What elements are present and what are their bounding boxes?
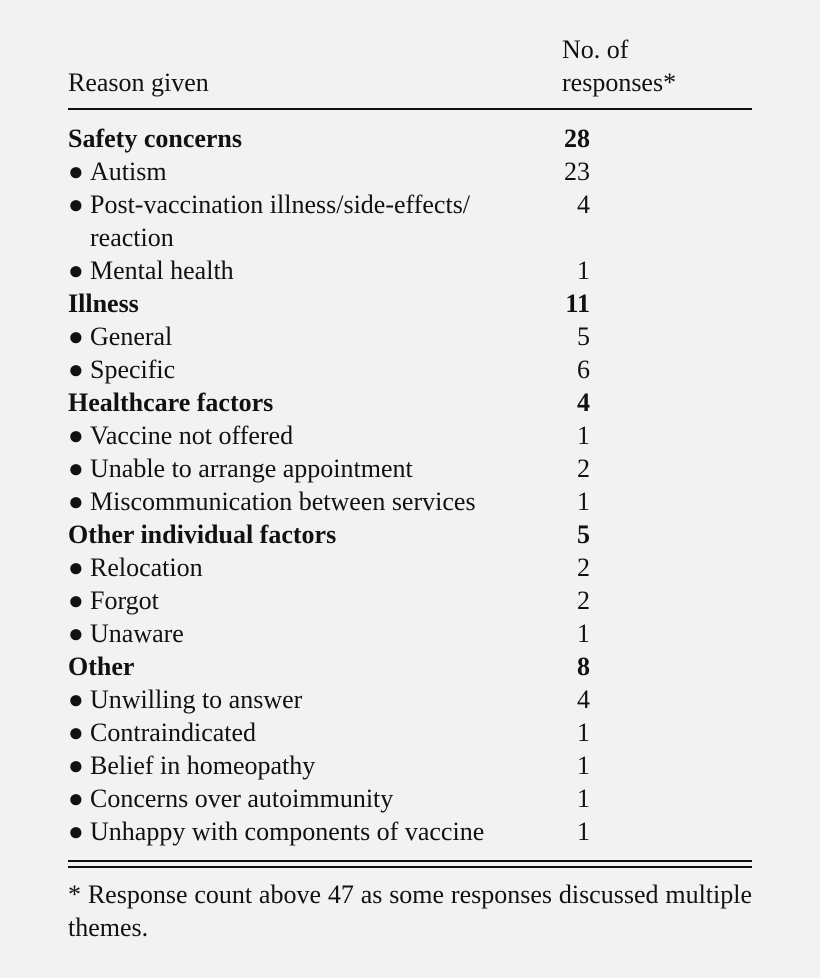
item-label — [68, 683, 530, 716]
response-count: 5 — [577, 322, 590, 351]
item-row — [68, 584, 752, 617]
response-count: 6 — [577, 355, 590, 384]
bullet-icon: ● — [68, 157, 84, 186]
item-row — [68, 782, 752, 815]
item-label — [68, 419, 530, 452]
category-label — [68, 287, 508, 320]
item-label — [68, 254, 530, 287]
bullet-icon: ● — [68, 685, 84, 714]
item-row — [68, 815, 752, 848]
response-count: 8 — [577, 652, 590, 681]
bullet-icon: ● — [68, 817, 84, 846]
row-label-text: Other individual factors — [68, 520, 337, 549]
bullet-icon: ● — [68, 421, 84, 450]
response-count: 4 — [577, 190, 590, 219]
response-count: 4 — [577, 685, 590, 714]
item-label — [68, 452, 530, 485]
column-header-count: No. of responses* — [562, 35, 677, 97]
item-row — [68, 353, 752, 386]
item-row — [68, 320, 752, 353]
bullet-icon: ● — [68, 355, 84, 384]
bullet-icon: ● — [68, 718, 84, 747]
item-label — [68, 749, 530, 782]
row-label-text: Safety concerns — [68, 124, 243, 153]
row-label-text: Post-vaccination illness/side-effects/ reaction — [90, 190, 471, 252]
row-label-text: General — [90, 322, 173, 351]
row-label-text: Relocation — [90, 553, 203, 582]
response-count: 11 — [565, 289, 590, 318]
item-label — [68, 551, 530, 584]
bullet-icon: ● — [68, 619, 84, 648]
row-label-text: Autism — [90, 157, 167, 186]
category-label — [68, 518, 508, 551]
response-count: 1 — [577, 784, 590, 813]
row-label-text: Concerns over autoimmunity — [90, 784, 394, 813]
response-count: 1 — [577, 619, 590, 648]
category-label — [68, 386, 508, 419]
item-row — [68, 551, 752, 584]
item-label — [68, 155, 530, 188]
row-label-text: Vaccine not offered — [90, 421, 294, 450]
item-label — [68, 188, 530, 254]
bullet-icon: ● — [68, 256, 84, 285]
row-label-text: Belief in homeopathy — [90, 751, 316, 780]
item-row — [68, 485, 752, 518]
row-label-text: Illness — [68, 289, 139, 318]
item-label — [68, 584, 530, 617]
category-row — [68, 287, 752, 320]
table-bottom-rule — [68, 860, 752, 868]
response-count: 1 — [577, 256, 590, 285]
item-label — [68, 353, 530, 386]
row-label-text: Miscommunication between services — [90, 487, 476, 516]
category-label — [68, 122, 508, 155]
row-label-text: Specific — [90, 355, 176, 384]
category-row — [68, 122, 752, 155]
response-count: 1 — [577, 421, 590, 450]
item-row — [68, 683, 752, 716]
table-body — [68, 122, 752, 848]
item-row — [68, 617, 752, 650]
row-label-text: Unwilling to answer — [90, 685, 303, 714]
response-count: 2 — [577, 553, 590, 582]
bullet-icon: ● — [68, 784, 84, 813]
response-count: 23 — [564, 157, 590, 186]
category-row — [68, 650, 752, 683]
row-label-text: Unaware — [90, 619, 184, 648]
item-label — [68, 782, 530, 815]
category-label — [68, 650, 508, 683]
bullet-icon: ● — [68, 553, 84, 582]
response-count: 1 — [577, 718, 590, 747]
item-label — [68, 716, 530, 749]
header-rule — [68, 108, 752, 110]
response-count: 28 — [564, 124, 590, 153]
category-row — [68, 518, 752, 551]
bullet-icon: ● — [68, 190, 84, 219]
row-label-text: Healthcare factors — [68, 388, 274, 417]
response-count: 2 — [577, 586, 590, 615]
item-label — [68, 320, 530, 353]
row-label-text: Contraindicated — [90, 718, 257, 747]
column-header-reason: Reason given — [68, 68, 209, 97]
response-count: 1 — [577, 817, 590, 846]
bullet-icon: ● — [68, 454, 84, 483]
bullet-icon: ● — [68, 322, 84, 351]
bullet-icon: ● — [68, 586, 84, 615]
table-footnote: * Response count above 47 as some responses discussed multiple themes. — [68, 880, 752, 942]
item-label — [68, 815, 530, 848]
row-label-text: Mental health — [90, 256, 234, 285]
item-row — [68, 419, 752, 452]
item-row — [68, 155, 752, 188]
response-count: 1 — [577, 751, 590, 780]
response-count: 4 — [577, 388, 590, 417]
item-row — [68, 254, 752, 287]
row-label-text: Unable to arrange appointment — [90, 454, 413, 483]
reasons-table — [68, 33, 752, 944]
response-count: 5 — [577, 520, 590, 549]
item-row — [68, 716, 752, 749]
response-count: 2 — [577, 454, 590, 483]
item-row — [68, 452, 752, 485]
item-row — [68, 749, 752, 782]
bullet-icon: ● — [68, 487, 84, 516]
response-count: 1 — [577, 487, 590, 516]
table-header — [68, 33, 752, 108]
row-label-text: Unhappy with components of vaccine — [90, 817, 485, 846]
category-row — [68, 386, 752, 419]
item-row — [68, 188, 752, 254]
item-label — [68, 617, 530, 650]
bullet-icon: ● — [68, 751, 84, 780]
row-label-text: Other — [68, 652, 135, 681]
item-label — [68, 485, 530, 518]
row-label-text: Forgot — [90, 586, 159, 615]
